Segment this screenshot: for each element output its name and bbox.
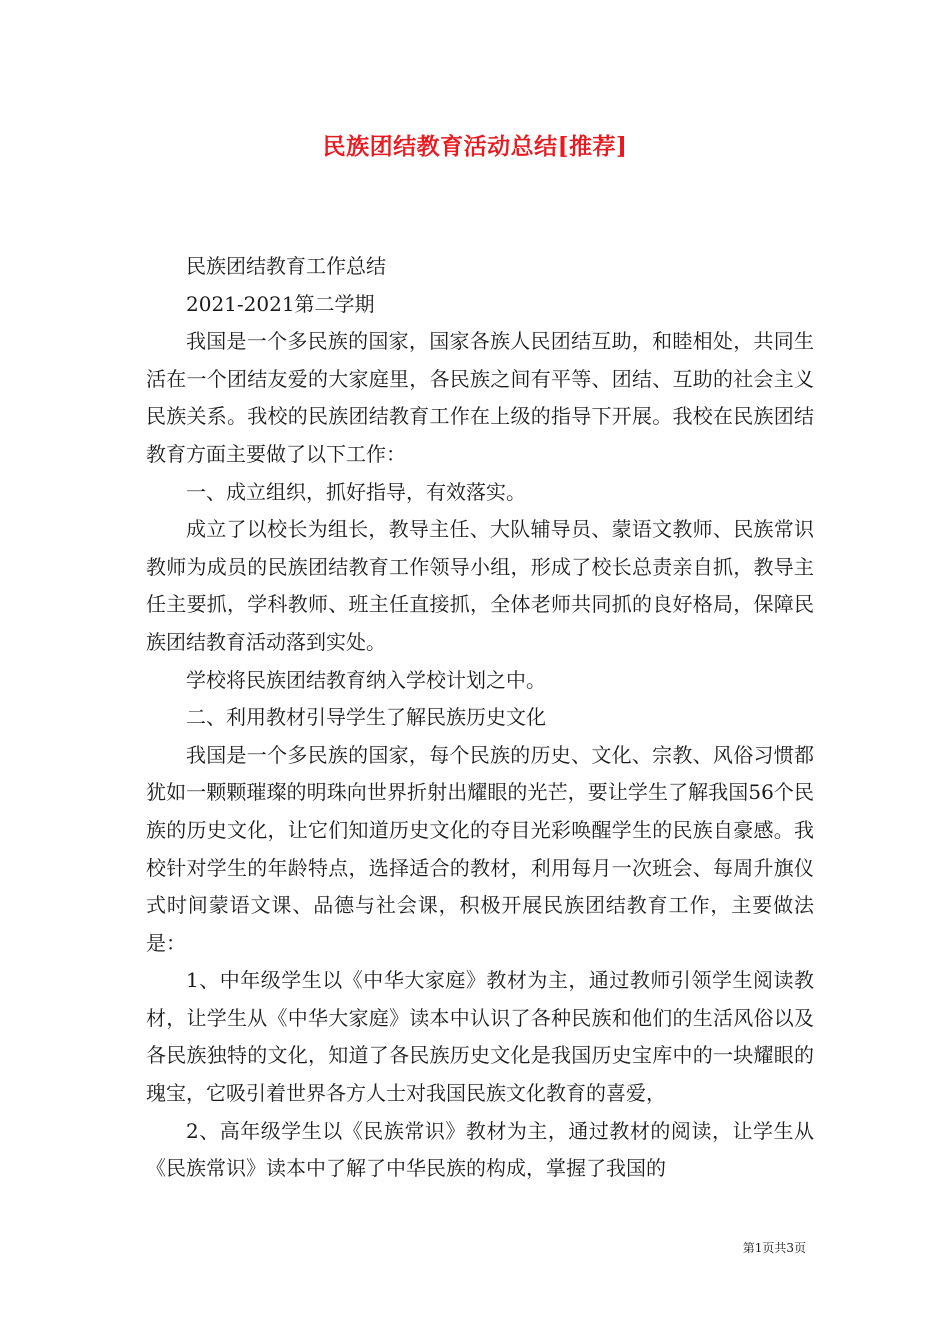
paragraph-intro: 我国是一个多民族的国家，国家各族人民团结互助，和睦相处，共同生活在一个团结友爱的大家庭里，各民族之间有平等、团结、互助的社会主义民族关系。我校的民族团结教育工作在上级的指导下开展。我校在民族团结教育方面主要做了以下工作： bbox=[146, 329, 814, 466]
paragraph-culture: 我国是一个多民族的国家，每个民族的历史、文化、宗教、风俗习惯都犹如一颗颗璀璨的明珠向世界折射出耀眼的光芒，要让学生了解我国56个民族的历史文化，让它们知道历史文化的夺目光彩唤醒学生的民族自豪感。我校针对学生的年龄特点，选择适合的教材，利用每月一次班会、每周升旗仪式时间蒙语文课、品德与社会课，积极开展民族团结教育工作，主要做法是： bbox=[146, 742, 814, 955]
page-number: 第1页共3页 bbox=[742, 1241, 806, 1255]
paragraph-heading-1: 一、成立组织，抓好指导，有效落实。 bbox=[186, 479, 526, 504]
paragraph-semester: 2021-2021第二学期 bbox=[186, 291, 375, 316]
paragraph-plan: 学校将民族团结教育纳入学校计划之中。 bbox=[186, 667, 546, 692]
paragraph-subtitle: 民族团结教育工作总结 bbox=[186, 254, 386, 278]
paragraph-upper-grade: 2、高年级学生以《民族常识》教材为主，通过教材的阅读，让学生从《民族常识》读本中了解了中华民族的构成，掌握了我国的 bbox=[146, 1118, 814, 1181]
document-title: 民族团结教育活动总结[推荐] bbox=[322, 133, 628, 160]
document-body bbox=[146, 248, 814, 1188]
paragraph-organization: 成立了以校长为组长，教导主任、大队辅导员、蒙语文教师、民族常识教师为成员的民族团结教育工作领导小组，形成了校长总责亲自抓，教导主任主要抓，学科教师、班主任直接抓，全体老师共同抓的良好格局，保障民族团结教育活动落到实处。 bbox=[146, 517, 814, 654]
paragraph-middle-grade: 1、中年级学生以《中华大家庭》教材为主，通过教师引领学生阅读教材，让学生从《中华大家庭》读本中认识了各种民族和他们的生活风俗以及各民族独特的文化，知道了各民族历史文化是我国历史宝库中的一块耀眼的瑰宝，它吸引着世界各方人士对我国民族文化教育的喜爱， bbox=[146, 968, 814, 1106]
paragraph-heading-2: 二、利用教材引导学生了解民族历史文化 bbox=[186, 705, 546, 730]
